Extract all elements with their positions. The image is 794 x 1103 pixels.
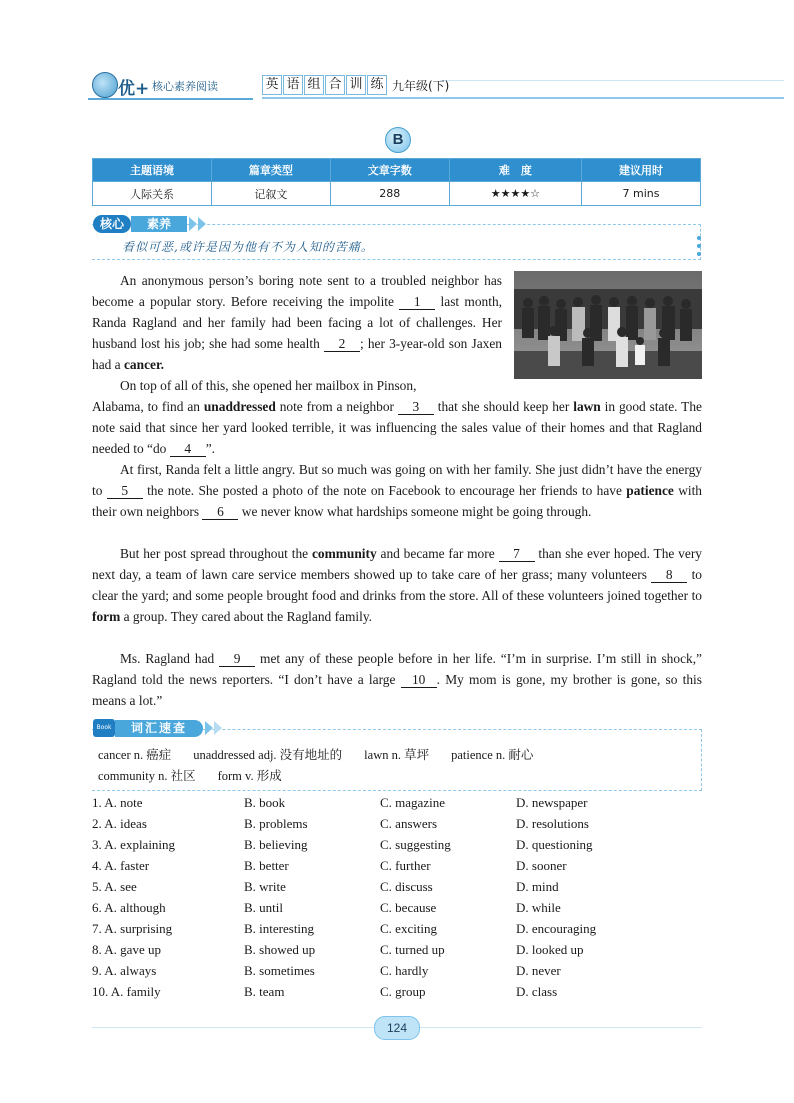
vocabulary-line-1 bbox=[98, 745, 555, 763]
passage-text: we never know what hardships someone might be going through. bbox=[238, 504, 592, 519]
table-cell-theme: 人际关系 bbox=[93, 182, 212, 206]
arrow-icon bbox=[198, 217, 206, 231]
answer-option[interactable]: C. discuss bbox=[380, 879, 433, 894]
page-number: 124 bbox=[374, 1016, 420, 1040]
vocab-entry: cancer n. 癌症 bbox=[98, 748, 172, 762]
group-photo bbox=[514, 271, 702, 379]
vocabulary-line-2 bbox=[98, 766, 304, 784]
passage-text: than she ever hoped. The very next day, a team of lawn care service members showed up to take care of her grass; many volunteers bbox=[92, 546, 702, 582]
title-char: 语 bbox=[283, 75, 303, 95]
table-header-cell: 文章字数 bbox=[330, 159, 449, 182]
paragraph-5 bbox=[92, 648, 702, 711]
vocab-entry: unaddressed adj. 没有地址的 bbox=[193, 748, 343, 762]
answer-option[interactable]: D. while bbox=[516, 900, 561, 915]
title-char: 组 bbox=[304, 75, 324, 95]
answer-option[interactable]: C. turned up bbox=[380, 942, 445, 957]
vocabulary-tag bbox=[93, 719, 233, 739]
answer-option[interactable]: C. answers bbox=[380, 816, 438, 831]
paragraph-1 bbox=[92, 270, 502, 375]
passage-text: ”. bbox=[205, 441, 216, 456]
keyword: patience bbox=[626, 483, 674, 498]
keyword: community bbox=[311, 546, 377, 561]
blank-5[interactable]: 5 bbox=[107, 483, 143, 499]
answer-option[interactable]: 3. A. explaining bbox=[92, 837, 176, 852]
table-header-cell: 主题语境 bbox=[93, 159, 212, 182]
dots-decoration bbox=[697, 236, 701, 260]
answer-option[interactable]: D. never bbox=[516, 963, 561, 978]
answer-option[interactable]: B. team bbox=[244, 984, 285, 999]
passage-text: . My mom is gone, my brother is gone, so this means a lot.” bbox=[92, 672, 702, 708]
core-literacy-text: 看似可恶,或许是因为他有不为人知的苦痛。 bbox=[122, 240, 374, 254]
answer-option[interactable]: D. newspaper bbox=[516, 795, 588, 810]
answer-option[interactable]: D. class bbox=[516, 984, 558, 999]
blank-6[interactable]: 6 bbox=[202, 504, 238, 520]
header-divider-thin bbox=[440, 80, 784, 81]
answer-option[interactable]: B. write bbox=[244, 879, 286, 894]
title-char: 练 bbox=[367, 75, 387, 95]
vocabulary-label: 词汇速查 bbox=[115, 720, 203, 737]
keyword: form bbox=[92, 609, 121, 624]
answer-option[interactable]: B. book bbox=[244, 795, 286, 810]
book-title bbox=[262, 74, 388, 96]
passage-text: the note. She posted a photo of the note on Facebook to encourage her friends to have bbox=[142, 483, 627, 498]
answer-option[interactable]: D. resolutions bbox=[516, 816, 589, 831]
vocab-entry: lawn n. 草坪 bbox=[364, 748, 430, 762]
answer-option[interactable]: C. further bbox=[380, 858, 431, 873]
brand-logo-icon bbox=[92, 72, 118, 98]
answer-option[interactable]: B. better bbox=[244, 858, 289, 873]
answer-option[interactable]: D. mind bbox=[516, 879, 559, 894]
series-name: 核心素养阅读 bbox=[152, 80, 218, 93]
passage-text: and became far more bbox=[376, 546, 499, 561]
answer-option[interactable]: C. exciting bbox=[380, 921, 438, 936]
answer-option[interactable]: 5. A. see bbox=[92, 879, 137, 894]
table-cell-time: 7 mins bbox=[582, 182, 701, 206]
blank-8[interactable]: 8 bbox=[651, 567, 687, 583]
header-divider bbox=[262, 97, 784, 99]
passage-text: last month, Randa Ragland and her family had been facing a lot of challenges. Her husband lost his job; she had some health bbox=[92, 294, 502, 351]
answer-option[interactable]: 2. A. ideas bbox=[92, 816, 147, 831]
passage-text: to clear the yard; and some people brought food and drinks from the store. All of these volunteers joined together to bbox=[92, 567, 702, 603]
paragraph-3 bbox=[92, 459, 702, 522]
passage-text: But her post spread throughout the bbox=[120, 546, 312, 561]
answer-option[interactable]: B. showed up bbox=[244, 942, 316, 957]
vocab-entry: community n. 社区 bbox=[98, 769, 196, 783]
passage-text: Alabama, to find an bbox=[92, 399, 204, 414]
arrow-icon bbox=[205, 721, 213, 735]
table-cell-difficulty: ★★★★☆ bbox=[449, 182, 581, 206]
table-header-cell: 篇章类型 bbox=[211, 159, 330, 182]
passage-text: with their own neighbors bbox=[92, 483, 703, 519]
passage-text: . bbox=[160, 357, 165, 372]
section-badge: B bbox=[385, 127, 411, 153]
keyword: unaddressed bbox=[203, 399, 276, 414]
answer-option[interactable]: D. sooner bbox=[516, 858, 567, 873]
arrow-icon bbox=[189, 217, 197, 231]
core-tag-part-b: 素养 bbox=[131, 216, 187, 232]
answer-option[interactable]: C. suggesting bbox=[380, 837, 451, 852]
keyword: cancer bbox=[123, 357, 161, 372]
passage-text: An anonymous person’s boring note sent to a troubled neighbor has become a popular story. Before receiving the impolite bbox=[92, 273, 502, 309]
answer-option[interactable]: B. problems bbox=[244, 816, 308, 831]
title-char: 英 bbox=[262, 75, 282, 95]
passage-text: met any of these people before in her life. “I’m in surprise. I’m still in shock,” Ragland told the news reporters. “I don’t have a large bbox=[92, 651, 703, 687]
answer-option[interactable]: D. questioning bbox=[516, 837, 593, 852]
vocab-entry: patience n. 耐心 bbox=[451, 748, 534, 762]
blank-10[interactable]: 10 bbox=[401, 672, 437, 688]
book-icon: Book bbox=[93, 719, 115, 737]
blank-4[interactable]: 4 bbox=[170, 441, 206, 457]
passage-text: Ms. Ragland had bbox=[120, 651, 220, 666]
passage-text: a group. They cared about the Ragland family. bbox=[120, 609, 372, 624]
answer-option[interactable]: C. group bbox=[380, 984, 426, 999]
answer-option[interactable]: C. magazine bbox=[380, 795, 445, 810]
keyword: lawn bbox=[573, 399, 601, 414]
passage-text: ; her 3-year-old son Jaxen had a bbox=[92, 336, 503, 372]
core-tag-part-a: 核心 bbox=[93, 215, 131, 233]
passage-text: that she should keep her bbox=[433, 399, 574, 414]
table-cell-word-count: 288 bbox=[330, 182, 449, 206]
blank-3[interactable]: 3 bbox=[398, 399, 434, 415]
answer-option[interactable]: 6. A. although bbox=[92, 900, 166, 915]
answer-option[interactable]: 9. A. always bbox=[92, 963, 157, 978]
paragraph-2-start bbox=[92, 375, 502, 396]
answer-option[interactable]: C. because bbox=[380, 900, 437, 915]
paragraph-4 bbox=[92, 543, 702, 627]
blank-1[interactable]: 1 bbox=[399, 294, 435, 310]
answer-option[interactable]: D. encouraging bbox=[516, 921, 597, 936]
passage-text: On top of all of this, she opened her mailbox in Pinson, bbox=[120, 378, 417, 393]
answer-option[interactable]: 7. A. surprising bbox=[92, 921, 173, 936]
passage-text: At first, Randa felt a little angry. But so much was going on with her family. She just didn’t have the energy to bbox=[92, 462, 702, 498]
answer-option[interactable]: 1. A. note bbox=[92, 795, 143, 810]
arrow-icon bbox=[214, 721, 222, 735]
blank-2[interactable]: 2 bbox=[324, 336, 360, 352]
answer-option[interactable]: 10. A. family bbox=[92, 984, 161, 999]
passage-info-table bbox=[92, 158, 701, 206]
answer-option[interactable]: C. hardly bbox=[380, 963, 429, 978]
passage-text: in good state. The note said that since her yard looked terrible, it was influencing the sales value of their homes and that Ragland needed to “do bbox=[92, 399, 702, 456]
title-char: 合 bbox=[325, 75, 345, 95]
answer-option[interactable]: 8. A. gave up bbox=[92, 942, 161, 957]
brand-name: 优+ bbox=[118, 79, 150, 99]
answer-option[interactable]: B. sometimes bbox=[244, 963, 315, 978]
blank-9[interactable]: 9 bbox=[219, 651, 255, 667]
table-header-cell: 建议用时 bbox=[582, 159, 701, 182]
vocab-entry: form v. 形成 bbox=[217, 769, 282, 783]
title-char: 训 bbox=[346, 75, 366, 95]
answer-option[interactable]: B. until bbox=[244, 900, 284, 915]
answer-option[interactable]: D. looked up bbox=[516, 942, 584, 957]
answer-option[interactable]: B. interesting bbox=[244, 921, 315, 936]
blank-7[interactable]: 7 bbox=[499, 546, 535, 562]
paragraph-2 bbox=[92, 396, 702, 459]
core-literacy-tag bbox=[93, 215, 211, 233]
table-header-cell: 难 度 bbox=[449, 159, 581, 182]
passage-text: note from a neighbor bbox=[275, 399, 398, 414]
table-cell-genre: 记叙文 bbox=[211, 182, 330, 206]
grade-label: 九年级(下) bbox=[392, 79, 450, 93]
answer-option[interactable]: B. believing bbox=[244, 837, 308, 852]
answer-option[interactable]: 4. A. faster bbox=[92, 858, 150, 873]
